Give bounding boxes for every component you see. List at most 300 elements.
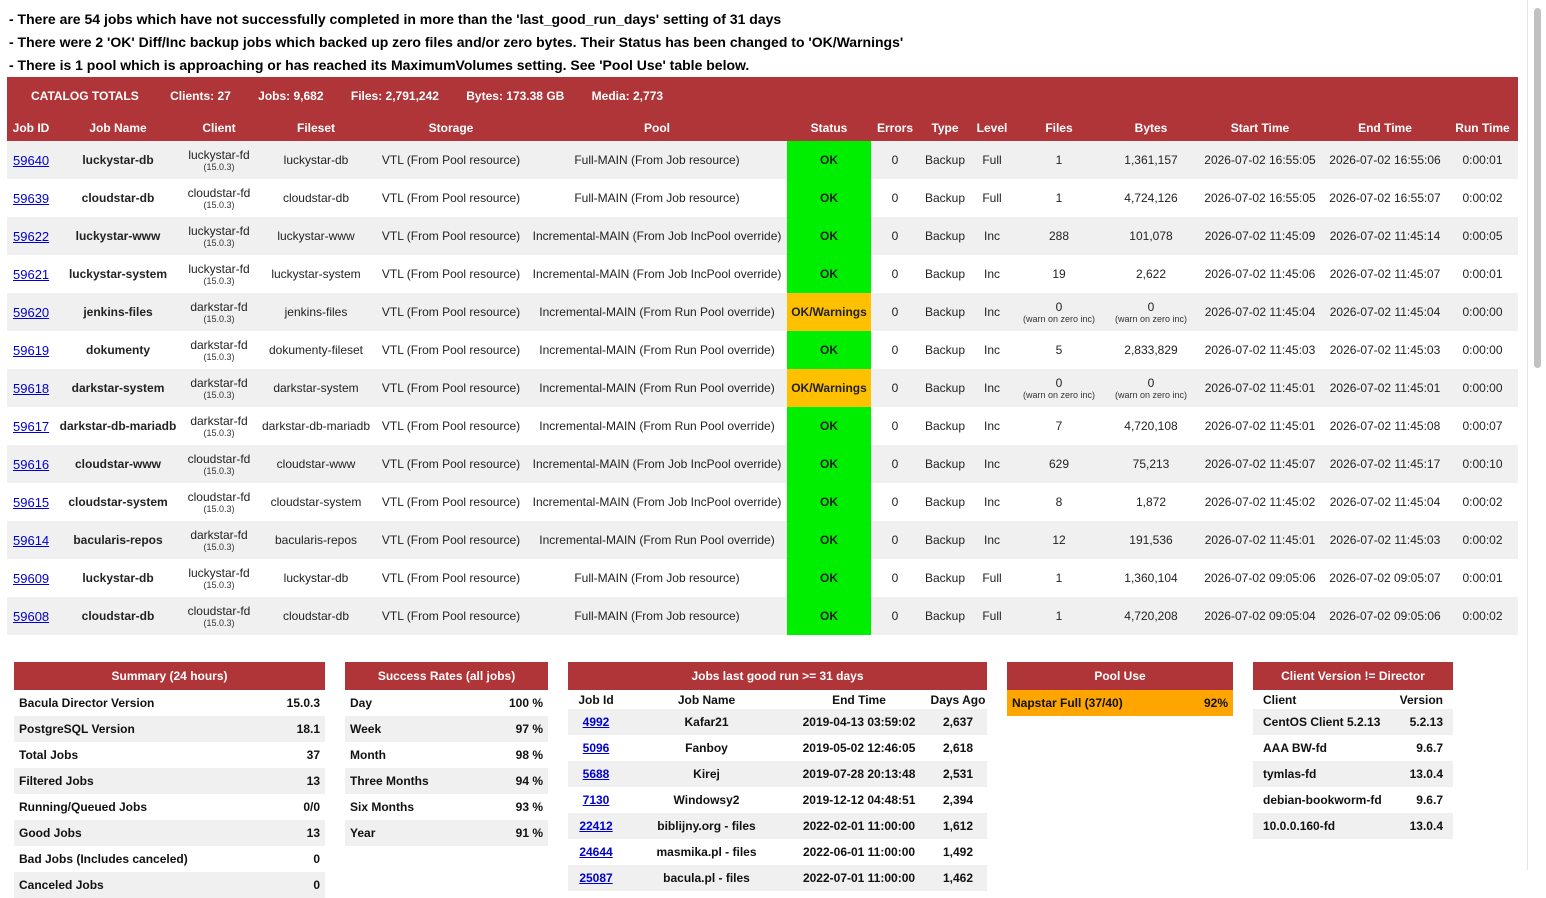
success-rates-panel (345, 662, 548, 846)
job-name: darkstar-db-mariadb (55, 407, 181, 445)
column-header: Type (919, 115, 971, 141)
success-rate-row-value: 91 % (485, 820, 548, 846)
summary-row-value: 0 (254, 846, 325, 872)
summary-row-label: Good Jobs (14, 820, 254, 846)
job-id-cell (7, 483, 55, 521)
summary-row (14, 846, 325, 872)
job-errors: 0 (871, 255, 919, 293)
job-files-cell (1013, 141, 1105, 179)
job-client: cloudstar-fd (187, 603, 251, 618)
job-bytes-note: (warn on zero inc) (1114, 313, 1188, 324)
job-level: Full (971, 179, 1013, 217)
job-client-cell (181, 331, 257, 369)
job-bytes-cell (1105, 407, 1197, 445)
catalog-totals-bar (7, 77, 1518, 115)
last-good-job-name: Kafar21 (624, 709, 789, 735)
catalog-totals-bytes: Bytes: 173.38 GB (466, 89, 565, 103)
job-id-link[interactable]: 59618 (13, 380, 50, 396)
job-client-cell (181, 445, 257, 483)
column-header: Level (971, 115, 1013, 141)
job-errors: 0 (871, 217, 919, 255)
summary-row-label: Total Jobs (14, 742, 254, 768)
job-level: Inc (971, 369, 1013, 407)
job-start-time: 2026-07-02 11:45:06 (1197, 255, 1323, 293)
notice-pool-max: - There is 1 pool which is approaching or has reached its MaximumVolumes setting. See 'Pool Use' table below. (9, 57, 750, 73)
success-rate-row-value: 93 % (485, 794, 548, 820)
job-row (7, 559, 1518, 597)
job-name: luckystar-db (55, 141, 181, 179)
job-fileset: dokumenty-fileset (257, 331, 375, 369)
notice-zero-inc: - There were 2 'OK' Diff/Inc backup jobs which backed up zero files and/or zero bytes. Their Status has been changed to 'OK/Warnings' (9, 34, 904, 50)
job-id-cell (7, 597, 55, 635)
job-end-time: 2026-07-02 11:45:07 (1323, 255, 1447, 293)
job-client-cell (181, 559, 257, 597)
last-good-days-ago: 1,492 (929, 839, 987, 865)
job-end-time: 2026-07-02 09:05:07 (1323, 559, 1447, 597)
success-rate-row (345, 742, 548, 768)
job-start-time: 2026-07-02 16:55:05 (1197, 141, 1323, 179)
summary-row-label: Running/Queued Jobs (14, 794, 254, 820)
job-bytes-cell (1105, 445, 1197, 483)
job-run-time: 0:00:02 (1447, 179, 1518, 217)
column-header: Job ID (7, 115, 55, 141)
job-client: luckystar-fd (188, 223, 250, 238)
client-version-row (1253, 787, 1453, 813)
client-version-value: 13.0.4 (1393, 761, 1453, 787)
last-good-end-time: 2019-07-28 20:13:48 (789, 761, 929, 787)
job-files: 7 (1055, 419, 1063, 433)
last-good-job-link[interactable]: 25087 (579, 871, 613, 885)
job-run-time: 0:00:00 (1447, 293, 1518, 331)
jobs-table (7, 77, 1518, 635)
pool-use-title: Pool Use (1007, 662, 1233, 690)
column-header: Fileset (257, 115, 375, 141)
job-id-cell (7, 369, 55, 407)
job-client-cell (181, 407, 257, 445)
job-end-time: 2026-07-02 09:05:06 (1323, 597, 1447, 635)
last-good-job-name: biblijny.org - files (624, 813, 789, 839)
job-errors: 0 (871, 597, 919, 635)
job-client-version: (15.0.3) (203, 541, 235, 552)
job-client: luckystar-fd (188, 147, 250, 162)
job-bytes-cell (1105, 559, 1197, 597)
job-pool: Incremental-MAIN (From Job IncPool override) (527, 217, 787, 255)
job-errors: 0 (871, 445, 919, 483)
summary-row-label: Bacula Director Version (14, 690, 254, 716)
job-files: 1 (1055, 571, 1063, 585)
job-files: 629 (1048, 457, 1070, 471)
summary-row (14, 742, 325, 768)
job-id-link[interactable]: 59617 (13, 418, 50, 434)
last-good-job-link[interactable]: 7130 (582, 793, 610, 807)
last-good-row (568, 865, 987, 891)
job-pool: Incremental-MAIN (From Job IncPool override) (527, 445, 787, 483)
job-name: darkstar-system (55, 369, 181, 407)
last-good-id-cell (568, 839, 624, 865)
summary-row (14, 716, 325, 742)
job-id-link[interactable]: 59608 (13, 608, 50, 624)
success-rate-row (345, 768, 548, 794)
column-header: Run Time (1447, 115, 1518, 141)
summary-row-value: 37 (254, 742, 325, 768)
job-run-time: 0:00:00 (1447, 369, 1518, 407)
job-bytes-cell (1105, 293, 1197, 331)
job-run-time: 0:00:02 (1447, 483, 1518, 521)
summary-row-value: 13 (254, 820, 325, 846)
job-bytes-cell (1105, 369, 1197, 407)
job-row (7, 331, 1518, 369)
job-status-badge: OK (787, 597, 871, 635)
job-start-time: 2026-07-02 09:05:04 (1197, 597, 1323, 635)
job-level: Full (971, 597, 1013, 635)
last-good-end-time: 2019-12-12 04:48:51 (789, 787, 929, 813)
job-fileset: cloudstar-www (257, 445, 375, 483)
job-status-badge: OK (787, 331, 871, 369)
job-id-cell (7, 293, 55, 331)
job-bytes: 191,536 (1129, 533, 1173, 547)
job-pool: Full-MAIN (From Job resource) (527, 559, 787, 597)
job-id-cell (7, 445, 55, 483)
job-files-cell (1013, 483, 1105, 521)
job-bytes: 1,360,104 (1124, 571, 1178, 585)
job-storage: VTL (From Pool resource) (375, 331, 527, 369)
notices (9, 9, 1519, 78)
success-rate-row-value: 100 % (485, 690, 548, 716)
last-good-end-time: 2019-04-13 03:59:02 (789, 709, 929, 735)
job-fileset: cloudstar-db (257, 597, 375, 635)
job-id-link[interactable]: 59619 (13, 342, 50, 358)
job-client-version: (15.0.3) (203, 199, 235, 210)
job-level: Inc (971, 255, 1013, 293)
job-bytes-cell (1105, 483, 1197, 521)
job-pool: Incremental-MAIN (From Run Pool override) (527, 293, 787, 331)
job-type: Backup (919, 255, 971, 293)
summary-row-value: 15.0.3 (254, 690, 325, 716)
job-client-cell (181, 293, 257, 331)
job-status-badge: OK (787, 559, 871, 597)
last-good-column-header: End Time (789, 690, 929, 709)
job-bytes-cell (1105, 521, 1197, 559)
version-column-header: Version (1393, 690, 1453, 709)
job-fileset: luckystar-system (257, 255, 375, 293)
job-client: darkstar-fd (190, 527, 248, 542)
last-good-job-name: Fanboy (624, 735, 789, 761)
job-files: 19 (1052, 267, 1066, 281)
catalog-totals-jobs: Jobs: 9,682 (258, 89, 324, 103)
job-end-time: 2026-07-02 11:45:01 (1323, 369, 1447, 407)
job-id-cell (7, 521, 55, 559)
job-bytes: 101,078 (1129, 229, 1173, 243)
job-fileset: darkstar-db-mariadb (257, 407, 375, 445)
job-errors: 0 (871, 141, 919, 179)
job-id-link[interactable]: 59622 (13, 228, 50, 244)
page-scrollbar-thumb[interactable] (1534, 8, 1541, 368)
job-storage: VTL (From Pool resource) (375, 559, 527, 597)
last-good-days-ago: 2,394 (929, 787, 987, 813)
last-good-job-link[interactable]: 5096 (582, 741, 610, 755)
job-errors: 0 (871, 407, 919, 445)
job-run-time: 0:00:00 (1447, 331, 1518, 369)
job-bytes-cell (1105, 597, 1197, 635)
success-rate-row-label: Week (345, 716, 485, 742)
job-name: cloudstar-system (55, 483, 181, 521)
last-good-row (568, 761, 987, 787)
job-id-cell (7, 331, 55, 369)
last-good-days-ago: 2,637 (929, 709, 987, 735)
client-version-row (1253, 761, 1453, 787)
client-version-row (1253, 735, 1453, 761)
job-id-link[interactable]: 59614 (13, 532, 50, 548)
client-version-client: CentOS Client 5.2.13 (1253, 709, 1393, 735)
job-start-time: 2026-07-02 11:45:01 (1197, 407, 1323, 445)
job-type: Backup (919, 521, 971, 559)
job-files-cell (1013, 559, 1105, 597)
job-end-time: 2026-07-02 11:45:08 (1323, 407, 1447, 445)
job-pool: Incremental-MAIN (From Run Pool override) (527, 331, 787, 369)
summary-row (14, 690, 325, 716)
job-id-link[interactable]: 59640 (13, 152, 50, 168)
notice-stale-jobs: - There are 54 jobs which have not successfully completed in more than the 'last_good_run_days' setting of 31 days (9, 11, 782, 27)
last-good-id-cell (568, 813, 624, 839)
job-row (7, 445, 1518, 483)
client-version-value: 9.6.7 (1393, 735, 1453, 761)
success-rate-row (345, 716, 548, 742)
job-errors: 0 (871, 331, 919, 369)
last-good-job-link[interactable]: 22412 (579, 819, 613, 833)
client-version-client: 10.0.0.160-fd (1253, 813, 1393, 839)
job-type: Backup (919, 597, 971, 635)
last-good-id-cell (568, 787, 624, 813)
job-id-cell (7, 559, 55, 597)
last-good-job-link[interactable]: 4992 (582, 715, 610, 729)
job-files: 1 (1055, 609, 1063, 623)
job-end-time: 2026-07-02 11:45:17 (1323, 445, 1447, 483)
last-good-job-name: Windowsy2 (624, 787, 789, 813)
job-run-time: 0:00:01 (1447, 559, 1518, 597)
catalog-totals-media: Media: 2,773 (591, 89, 664, 103)
job-end-time: 2026-07-02 16:55:07 (1323, 179, 1447, 217)
job-files-note: (warn on zero inc) (1022, 389, 1096, 400)
job-id-cell (7, 179, 55, 217)
last-good-id-cell (568, 709, 624, 735)
column-header: Errors (871, 115, 919, 141)
column-header: Pool (527, 115, 787, 141)
last-good-run-panel (568, 662, 987, 891)
job-errors: 0 (871, 559, 919, 597)
job-storage: VTL (From Pool resource) (375, 445, 527, 483)
job-fileset: cloudstar-system (257, 483, 375, 521)
job-client-cell (181, 483, 257, 521)
job-storage: VTL (From Pool resource) (375, 597, 527, 635)
job-pool: Full-MAIN (From Job resource) (527, 597, 787, 635)
last-good-row (568, 839, 987, 865)
job-client: luckystar-fd (188, 565, 250, 580)
last-good-days-ago: 2,531 (929, 761, 987, 787)
job-name: jenkins-files (55, 293, 181, 331)
job-row (7, 293, 1518, 331)
column-header: Start Time (1197, 115, 1323, 141)
job-status-badge: OK (787, 521, 871, 559)
job-client-version: (15.0.3) (203, 503, 235, 514)
summary-panel (14, 662, 325, 898)
job-run-time: 0:00:01 (1447, 255, 1518, 293)
job-client-cell (181, 597, 257, 635)
job-row (7, 179, 1518, 217)
summary-row (14, 794, 325, 820)
client-version-panel (1253, 662, 1453, 839)
job-name: cloudstar-db (55, 597, 181, 635)
last-good-row (568, 813, 987, 839)
summary-row-value: 18.1 (254, 716, 325, 742)
job-pool: Incremental-MAIN (From Run Pool override) (527, 369, 787, 407)
job-files-cell (1013, 407, 1105, 445)
client-version-value: 13.0.4 (1393, 813, 1453, 839)
job-status-badge: OK/Warnings (787, 369, 871, 407)
job-id-link[interactable]: 59639 (13, 190, 50, 206)
job-start-time: 2026-07-02 11:45:04 (1197, 293, 1323, 331)
job-type: Backup (919, 445, 971, 483)
summary-row-label: PostgreSQL Version (14, 716, 254, 742)
job-client-version: (15.0.3) (203, 389, 235, 400)
job-row (7, 217, 1518, 255)
summary-row (14, 768, 325, 794)
client-version-header (1253, 690, 1453, 709)
job-type: Backup (919, 331, 971, 369)
job-bytes-cell (1105, 179, 1197, 217)
job-type: Backup (919, 407, 971, 445)
job-storage: VTL (From Pool resource) (375, 483, 527, 521)
job-id-link[interactable]: 59621 (13, 266, 50, 282)
job-level: Inc (971, 217, 1013, 255)
summary-row-value: 13 (254, 768, 325, 794)
job-end-time: 2026-07-02 11:45:03 (1323, 521, 1447, 559)
job-start-time: 2026-07-02 11:45:01 (1197, 369, 1323, 407)
last-good-job-link[interactable]: 5688 (582, 767, 610, 781)
success-rate-row-label: Three Months (345, 768, 485, 794)
job-name: luckystar-db (55, 559, 181, 597)
job-bytes: 75,213 (1132, 457, 1170, 471)
job-client-version: (15.0.3) (203, 579, 235, 590)
job-storage: VTL (From Pool resource) (375, 407, 527, 445)
job-files-cell (1013, 369, 1105, 407)
job-id-link[interactable]: 59609 (13, 570, 50, 586)
page-scrollbar[interactable] (1527, 0, 1546, 870)
column-header: Client (181, 115, 257, 141)
job-fileset: darkstar-system (257, 369, 375, 407)
job-id-link[interactable]: 59620 (13, 304, 50, 320)
last-good-column-header: Days Ago (929, 690, 987, 709)
job-name: dokumenty (55, 331, 181, 369)
column-header: End Time (1323, 115, 1447, 141)
job-files: 0 (1055, 299, 1063, 314)
job-files: 12 (1052, 533, 1066, 547)
last-good-column-header: Job Name (624, 690, 789, 709)
last-good-job-name: Kirej (624, 761, 789, 787)
job-errors: 0 (871, 521, 919, 559)
job-type: Backup (919, 559, 971, 597)
job-files: 0 (1055, 375, 1063, 390)
job-client: cloudstar-fd (187, 451, 251, 466)
last-good-job-link[interactable]: 24644 (579, 845, 613, 859)
job-run-time: 0:00:01 (1447, 141, 1518, 179)
job-bytes: 4,720,108 (1124, 419, 1178, 433)
job-errors: 0 (871, 369, 919, 407)
job-bytes: 4,720,208 (1124, 609, 1178, 623)
client-version-value: 9.6.7 (1393, 787, 1453, 813)
last-good-id-cell (568, 865, 624, 891)
summary-row-label: Filtered Jobs (14, 768, 254, 794)
job-start-time: 2026-07-02 11:45:02 (1197, 483, 1323, 521)
client-version-row (1253, 813, 1453, 839)
column-header: Bytes (1105, 115, 1197, 141)
summary-row-value: 0/0 (254, 794, 325, 820)
job-type: Backup (919, 293, 971, 331)
pool-use-panel (1007, 662, 1233, 716)
job-start-time: 2026-07-02 11:45:01 (1197, 521, 1323, 559)
job-type: Backup (919, 483, 971, 521)
job-id-cell (7, 217, 55, 255)
pool-use-row (1007, 690, 1233, 716)
job-status-badge: OK (787, 407, 871, 445)
job-end-time: 2026-07-02 11:45:03 (1323, 331, 1447, 369)
job-row (7, 369, 1518, 407)
job-row (7, 255, 1518, 293)
job-row (7, 407, 1518, 445)
job-id-cell (7, 255, 55, 293)
success-rate-row (345, 794, 548, 820)
job-client-version: (15.0.3) (203, 313, 235, 324)
job-fileset: jenkins-files (257, 293, 375, 331)
job-client: luckystar-fd (188, 261, 250, 276)
job-client-cell (181, 179, 257, 217)
job-pool: Incremental-MAIN (From Job IncPool override) (527, 483, 787, 521)
job-files-cell (1013, 255, 1105, 293)
job-status-badge: OK (787, 483, 871, 521)
last-good-end-time: 2019-05-02 12:46:05 (789, 735, 929, 761)
job-end-time: 2026-07-02 16:55:06 (1323, 141, 1447, 179)
last-good-run-header (568, 690, 987, 709)
job-level: Inc (971, 331, 1013, 369)
job-status-badge: OK (787, 141, 871, 179)
job-storage: VTL (From Pool resource) (375, 369, 527, 407)
job-bytes: 0 (1147, 375, 1155, 390)
jobs-table-header (7, 115, 1518, 141)
last-good-job-name: masmika.pl - files (624, 839, 789, 865)
job-end-time: 2026-07-02 11:45:14 (1323, 217, 1447, 255)
summary-row (14, 820, 325, 846)
job-status-badge: OK (787, 179, 871, 217)
summary-row-value: 0 (254, 872, 325, 898)
job-bytes-note: (warn on zero inc) (1114, 389, 1188, 400)
job-files: 1 (1055, 153, 1063, 167)
job-id-cell (7, 407, 55, 445)
job-client-version: (15.0.3) (203, 275, 235, 286)
column-header: Job Name (55, 115, 181, 141)
job-storage: VTL (From Pool resource) (375, 521, 527, 559)
job-id-link[interactable]: 59616 (13, 456, 50, 472)
pool-use-row-value: 92% (1187, 690, 1233, 716)
last-good-days-ago: 1,462 (929, 865, 987, 891)
job-status-badge: OK (787, 255, 871, 293)
job-files: 5 (1055, 343, 1063, 357)
job-files: 288 (1048, 229, 1070, 243)
client-version-client: tymlas-fd (1253, 761, 1393, 787)
job-id-link[interactable]: 59615 (13, 494, 50, 510)
success-rate-row-value: 94 % (485, 768, 548, 794)
job-run-time: 0:00:05 (1447, 217, 1518, 255)
job-client-version: (15.0.3) (203, 161, 235, 172)
job-errors: 0 (871, 483, 919, 521)
